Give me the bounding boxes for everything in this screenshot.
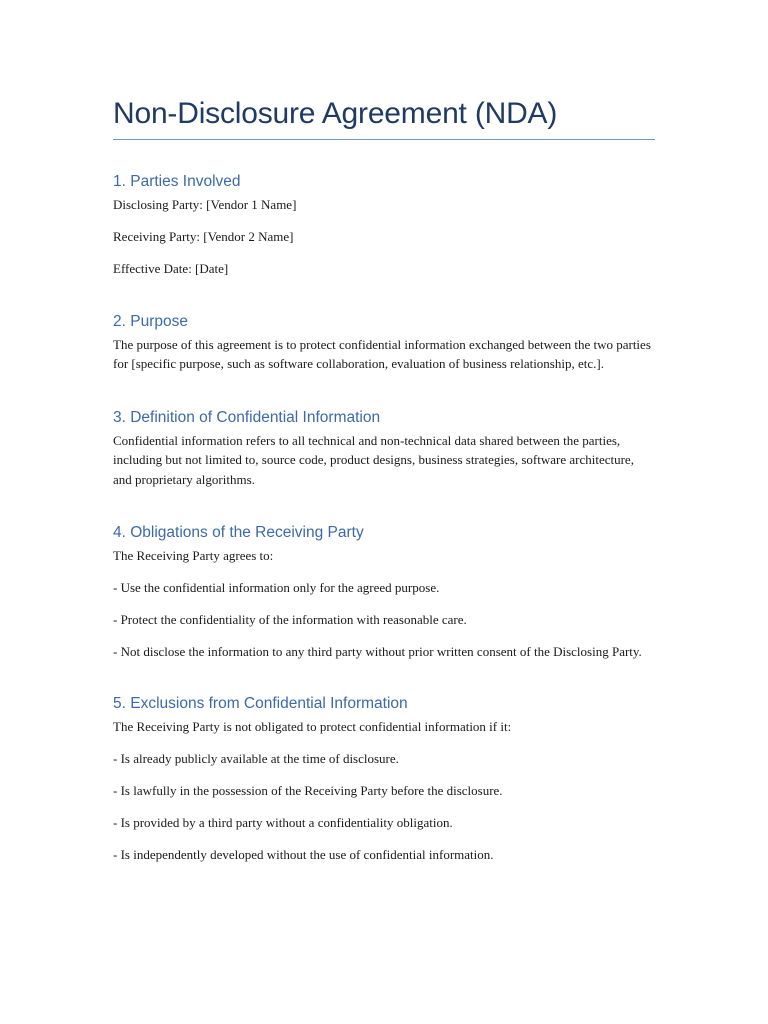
list-item: - Is lawfully in the possession of the Receiving Party before the disclosure.: [113, 782, 503, 798]
list-item: - Use the confidential information only for the agreed purpose.: [113, 580, 440, 595]
paragraph: Receiving Party: [Vendor 2 Name]: [113, 229, 294, 244]
list-item: - Is provided by a third party without a confidentiality obligation.: [113, 814, 453, 830]
list-item: - Protect the confidentiality of the information with reasonable care.: [113, 612, 467, 627]
section-parties-involved: [113, 172, 655, 279]
section-heading: 4. Obligations of the Receiving Party: [113, 524, 364, 541]
paragraph: Confidential information refers to all technical and non-technical data shared between the parties, including but not limited to, source code, product designs, business strategies, software architecture, and proprietary algorithms.: [113, 432, 634, 487]
section-purpose: [113, 312, 655, 374]
section-definition-confidential-information: [113, 408, 655, 490]
paragraph: The Receiving Party agrees to:: [113, 548, 274, 563]
paragraph: Effective Date: [Date]: [113, 261, 229, 276]
paragraph: The Receiving Party is not obligated to protect confidential information if it:: [113, 718, 512, 734]
section-heading: 3. Definition of Confidential Information: [113, 408, 381, 426]
paragraph: The purpose of this agreement is to protect confidential information exchanged between the two parties for [specific purpose, such as software collaboration, evaluation of business relationship, etc.].: [113, 336, 651, 371]
section-obligations-receiving-party: [113, 523, 655, 662]
document-title: Non-Disclosure Agreement (NDA): [113, 97, 558, 130]
section-heading: 5. Exclusions from Confidential Information: [113, 694, 408, 712]
section-exclusions: [113, 694, 655, 865]
list-item: - Not disclose the information to any third party without prior written consent of the Disclosing Party.: [113, 644, 642, 659]
paragraph: Disclosing Party: [Vendor 1 Name]: [113, 197, 297, 212]
list-item: - Is independently developed without the use of confidential information.: [113, 846, 494, 862]
list-item: - Is already publicly available at the time of disclosure.: [113, 750, 399, 766]
title-divider: [113, 139, 655, 140]
section-heading: 1. Parties Involved: [113, 173, 241, 190]
section-heading: 2. Purpose: [113, 312, 188, 330]
document-page: [113, 94, 655, 864]
